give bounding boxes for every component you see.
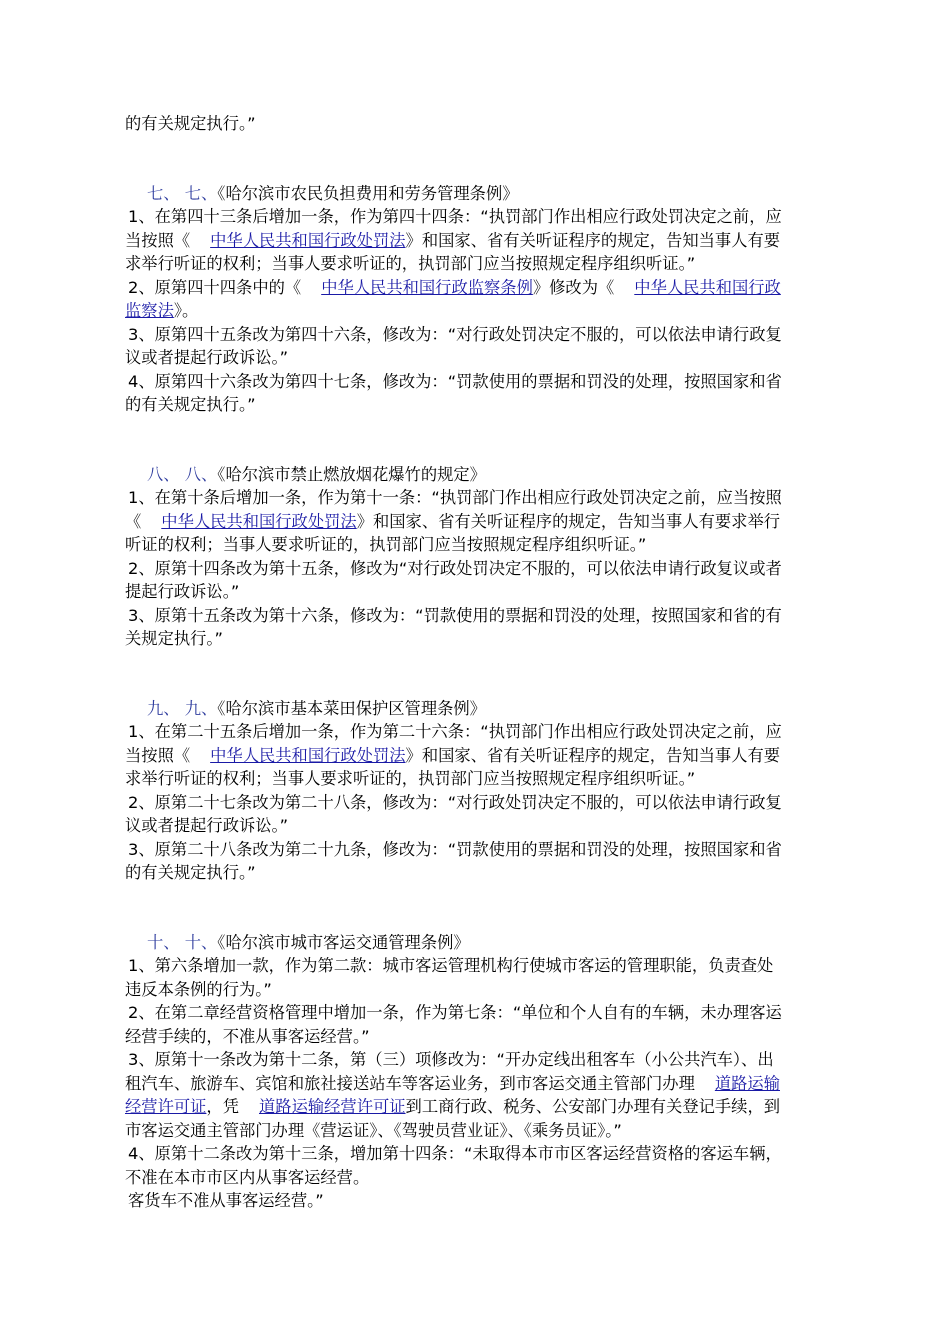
- text-line: 议或者提起行政诉讼。”: [125, 816, 289, 835]
- section-number: 八、 八、: [147, 464, 218, 484]
- section-heading-9: [125, 697, 833, 721]
- law-link[interactable]: 中华人民共和国行政监察条例: [321, 277, 533, 297]
- document-page: [125, 112, 833, 1213]
- section-number: 七、 七、: [147, 183, 218, 203]
- text-line: 1、在第二十五条后增加一条，作为第二十六条：“执罚部门作出相应行政处罚决定之前，应: [128, 722, 782, 741]
- text-line: 1、在第十条后增加一条，作为第十一条：“执罚部门作出相应行政处罚决定之前，应当按照: [128, 488, 782, 507]
- text-line: 2、原第二十七条改为第二十八条，修改为：“对行政处罚决定不服的，可以依法申请行政复: [128, 792, 782, 812]
- text-line: 的有关规定执行。”: [125, 863, 256, 882]
- text-line: 当按照《 中华人民共和国行政处罚法》和国家、省有关听证程序的规定，告知当事人有要: [125, 745, 781, 765]
- law-link[interactable]: 经营许可证: [125, 1097, 207, 1116]
- text-line: 违反本条例的行为。”: [125, 979, 272, 999]
- text-line: 提起行政诉讼。”: [125, 582, 240, 601]
- law-link[interactable]: 监察法: [125, 301, 174, 320]
- text-line: 的有关规定执行。”: [125, 114, 256, 133]
- text-line: 3、原第十一条改为第十二条，第（三）项修改为：“开办定线出租客车（小公共汽车）、出: [128, 1050, 774, 1069]
- text-line: 3、原第二十八条改为第二十九条，修改为：“罚款使用的票据和罚没的处理，按照国家和省: [128, 839, 782, 859]
- text-line: 3、原第四十五条改为第四十六条，修改为：“对行政处罚决定不服的，可以依法申请行政复: [128, 324, 782, 344]
- text-line: 2、原第十四条改为第十五条，修改为“对行政处罚决定不服的，可以依法申请行政复议或者: [128, 558, 782, 578]
- section-number: 十、 十、: [147, 932, 218, 952]
- text-line: 监察法》。: [125, 301, 199, 320]
- section-heading-10: [125, 931, 833, 955]
- law-link[interactable]: 中华人民共和国行政: [634, 277, 781, 297]
- text-line: 求举行听证的权利；当事人要求听证的，执罚部门应当按照规定程序组织听证。”: [125, 769, 696, 788]
- section-heading-8: [125, 463, 833, 487]
- law-link[interactable]: 中华人民共和国行政处罚法: [210, 230, 406, 250]
- text-line: 经营手续的，不准从事客运经营。”: [125, 1026, 370, 1046]
- text-line: 租汽车、旅游车、宾馆和旅社接送站车等客运业务，到市客运交通主管部门办理 道路运输: [125, 1073, 780, 1093]
- text-line: 当按照《 中华人民共和国行政处罚法》和国家、省有关听证程序的规定，告知当事人有要: [125, 230, 781, 250]
- text-line: 市客运交通主管部门办理《营运证》、《驾驶员营业证》、《乘务员证》。”: [125, 1120, 622, 1140]
- text-line: 关规定执行。”: [125, 629, 223, 648]
- text-line: 求举行听证的权利；当事人要求听证的，执罚部门应当按照规定程序组织听证。”: [125, 254, 696, 273]
- text-line: 2、在第二章经营资格管理中增加一条，作为第七条：“单位和个人自有的车辆，未办理客运: [128, 1003, 782, 1022]
- text-line: 3、原第十五条改为第十六条，修改为：“罚款使用的票据和罚没的处理，按照国家和省的有: [128, 605, 782, 625]
- section-title: 《哈尔滨市禁止燃放烟花爆竹的规定》: [217, 464, 486, 484]
- text-line: 4、原第十二条改为第十三条，增加第十四条：“未取得本市市区客运经营资格的客运车辆，: [128, 1144, 782, 1163]
- text-line: 2、原第四十四条中的《 中华人民共和国行政监察条例》修改为《 中华人民共和国行政: [128, 277, 781, 297]
- section-title: 《哈尔滨市基本菜田保护区管理条例》: [217, 698, 486, 718]
- text-line: 4、原第四十六条改为第四十七条，修改为：“罚款使用的票据和罚没的处理，按照国家和省: [128, 371, 782, 391]
- text-line: 1、在第四十三条后增加一条，作为第四十四条：“执罚部门作出相应行政处罚决定之前，应: [128, 207, 782, 226]
- text-line: 议或者提起行政诉讼。”: [125, 348, 289, 367]
- text-line: 《 中华人民共和国行政处罚法》和国家、省有关听证程序的规定，告知当事人有要求举行: [125, 511, 781, 531]
- law-link[interactable]: 中华人民共和国行政处罚法: [161, 511, 357, 531]
- text-line: 1、第六条增加一款，作为第二款：城市客运管理机构行使城市客运的管理职能，负责查处: [128, 956, 774, 975]
- text-line: 的有关规定执行。”: [125, 395, 256, 414]
- text-line: 听证的权利；当事人要求听证的，执罚部门应当按照规定程序组织听证。”: [125, 535, 647, 554]
- text-line: 不准在本市市区内从事客运经营。: [125, 1167, 370, 1187]
- section-number: 九、 九、: [147, 698, 218, 718]
- law-link[interactable]: 中华人民共和国行政处罚法: [210, 745, 406, 765]
- section-heading-7: [125, 182, 833, 206]
- law-link[interactable]: 道路运输经营许可证: [259, 1097, 406, 1116]
- text-line: 客货车不准从事客运经营。”: [128, 1191, 324, 1210]
- law-link[interactable]: 道路运输: [714, 1073, 780, 1093]
- section-title: 《哈尔滨市城市客运交通管理条例》: [217, 932, 470, 952]
- text-line: 经营许可证，凭 道路运输经营许可证到工商行政、税务、公安部门办理有关登记手续，到: [125, 1097, 781, 1116]
- section-title: 《哈尔滨市农民负担费用和劳务管理条例》: [217, 183, 519, 203]
